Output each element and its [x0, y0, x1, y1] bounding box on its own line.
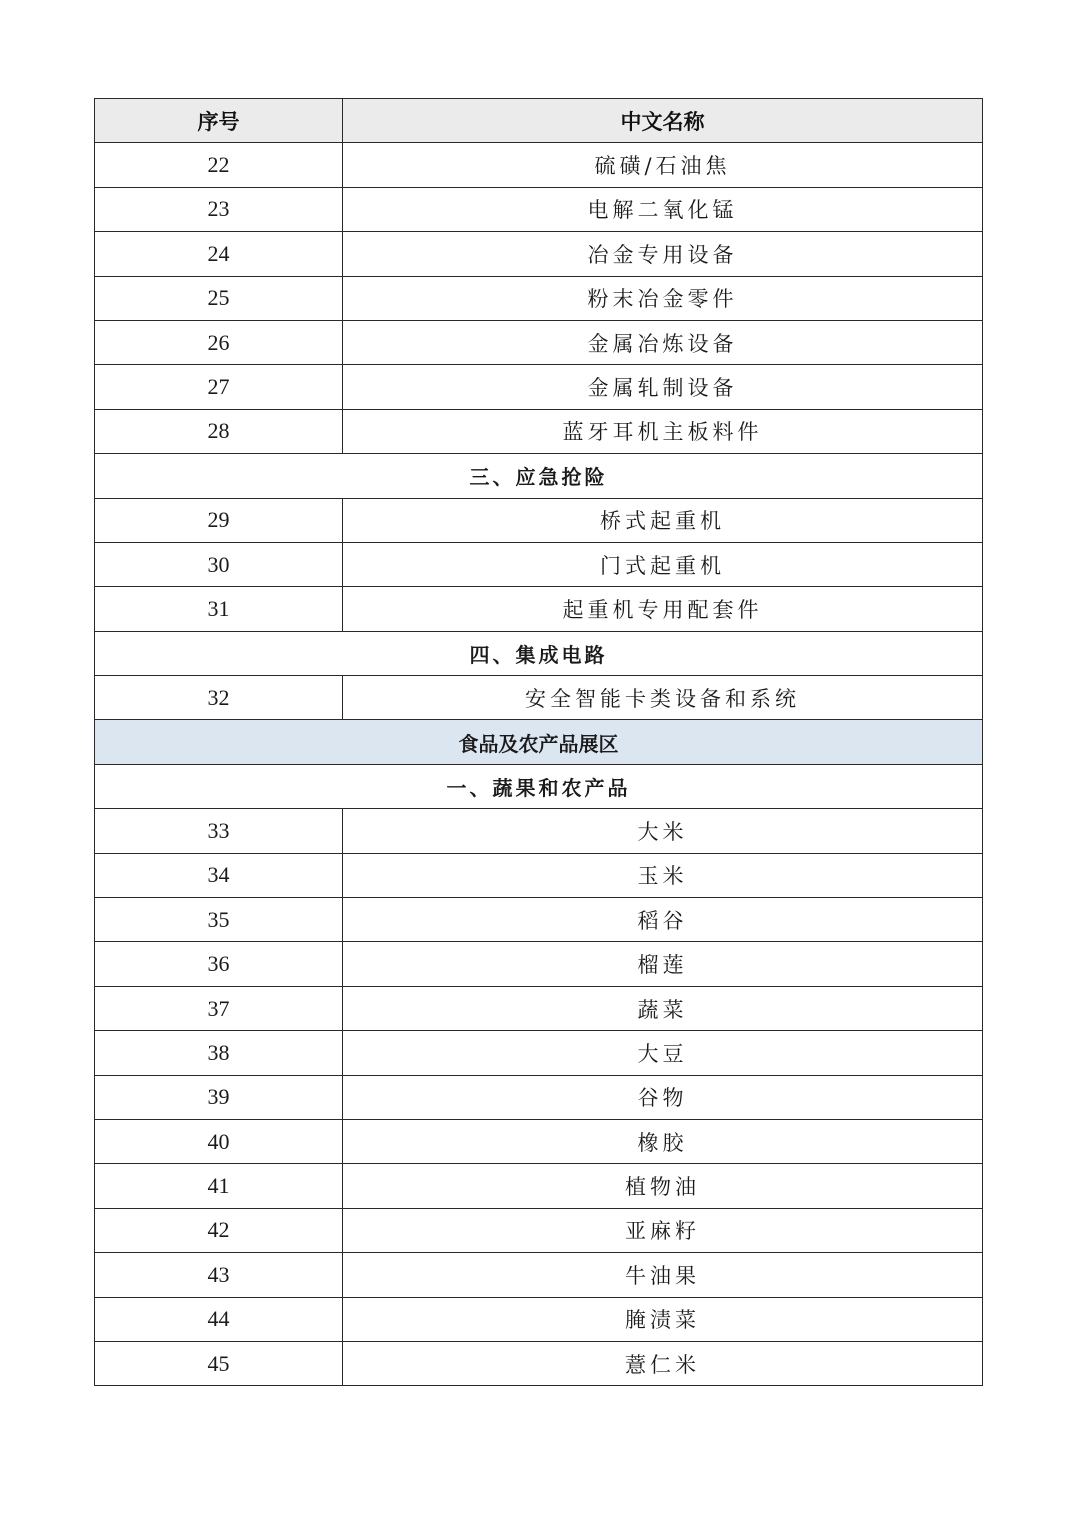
row-name: 冶金专用设备	[343, 232, 983, 276]
row-number: 28	[95, 409, 343, 453]
row-name: 谷物	[343, 1075, 983, 1119]
row-name: 金属冶炼设备	[343, 320, 983, 364]
row-number: 32	[95, 676, 343, 720]
row-number: 27	[95, 365, 343, 409]
table-row	[95, 187, 983, 231]
table-row	[95, 676, 983, 720]
row-name: 起重机专用配套件	[343, 587, 983, 631]
table-row	[95, 1297, 983, 1341]
section-title: 一、蔬果和农产品	[95, 764, 983, 808]
row-number: 25	[95, 276, 343, 320]
table-row	[95, 542, 983, 586]
row-name: 橡胶	[343, 1119, 983, 1163]
table-row	[95, 276, 983, 320]
row-number: 26	[95, 320, 343, 364]
table-row	[95, 853, 983, 897]
table-row	[95, 1075, 983, 1119]
row-number: 41	[95, 1164, 343, 1208]
section-header-row	[95, 454, 983, 498]
row-number: 31	[95, 587, 343, 631]
zone-header-row	[95, 720, 983, 764]
row-number: 40	[95, 1119, 343, 1163]
row-name: 粉末冶金零件	[343, 276, 983, 320]
table-row	[95, 1341, 983, 1385]
product-table	[94, 98, 983, 1386]
row-number: 36	[95, 942, 343, 986]
row-number: 39	[95, 1075, 343, 1119]
table-row	[95, 986, 983, 1030]
row-name: 腌渍菜	[343, 1297, 983, 1341]
table-row	[95, 498, 983, 542]
row-name: 安全智能卡类设备和系统	[343, 676, 983, 720]
row-name: 植物油	[343, 1164, 983, 1208]
table-row	[95, 898, 983, 942]
header-number: 序号	[95, 99, 343, 143]
row-name: 薏仁米	[343, 1341, 983, 1385]
table-row	[95, 809, 983, 853]
row-name: 金属轧制设备	[343, 365, 983, 409]
table-row	[95, 1031, 983, 1075]
table-row	[95, 320, 983, 364]
row-number: 34	[95, 853, 343, 897]
table-row	[95, 365, 983, 409]
row-number: 35	[95, 898, 343, 942]
row-name: 牛油果	[343, 1253, 983, 1297]
header-name: 中文名称	[343, 99, 983, 143]
row-name: 榴莲	[343, 942, 983, 986]
table-row	[95, 409, 983, 453]
row-name: 门式起重机	[343, 542, 983, 586]
row-name: 电解二氧化锰	[343, 187, 983, 231]
row-name: 蔬菜	[343, 986, 983, 1030]
zone-title: 食品及农产品展区	[95, 720, 983, 764]
row-name: 大豆	[343, 1031, 983, 1075]
row-number: 22	[95, 143, 343, 187]
row-number: 23	[95, 187, 343, 231]
row-number: 45	[95, 1341, 343, 1385]
row-name: 桥式起重机	[343, 498, 983, 542]
row-name: 玉米	[343, 853, 983, 897]
row-number: 43	[95, 1253, 343, 1297]
section-header-row	[95, 764, 983, 808]
row-number: 30	[95, 542, 343, 586]
table-row	[95, 143, 983, 187]
table-row	[95, 942, 983, 986]
row-number: 33	[95, 809, 343, 853]
table-row	[95, 1119, 983, 1163]
table-row	[95, 1253, 983, 1297]
section-header-row	[95, 631, 983, 675]
table-row	[95, 1208, 983, 1252]
row-name: 硫磺/石油焦	[343, 143, 983, 187]
row-number: 24	[95, 232, 343, 276]
row-number: 42	[95, 1208, 343, 1252]
row-name: 亚麻籽	[343, 1208, 983, 1252]
table-header-row	[95, 99, 983, 143]
table-body	[95, 143, 983, 1386]
table-row	[95, 587, 983, 631]
table-row	[95, 232, 983, 276]
row-name: 大米	[343, 809, 983, 853]
section-title: 三、应急抢险	[95, 454, 983, 498]
section-title: 四、集成电路	[95, 631, 983, 675]
row-number: 37	[95, 986, 343, 1030]
row-number: 44	[95, 1297, 343, 1341]
table-row	[95, 1164, 983, 1208]
row-name: 稻谷	[343, 898, 983, 942]
row-number: 29	[95, 498, 343, 542]
row-name: 蓝牙耳机主板料件	[343, 409, 983, 453]
row-number: 38	[95, 1031, 343, 1075]
